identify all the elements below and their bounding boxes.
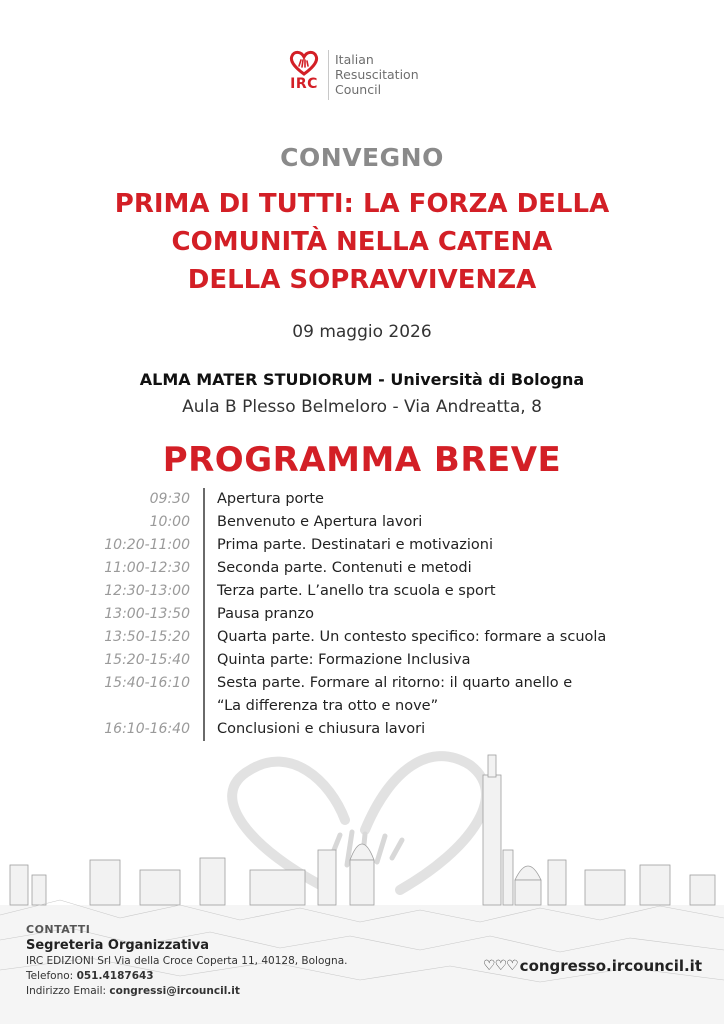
website-url[interactable]: congresso.ircouncil.it	[519, 957, 702, 975]
event-title-line: PRIMA DI TUTTI: LA FORZA DELLA	[114, 189, 610, 219]
logo-name-line: Resuscitation	[335, 67, 419, 82]
logo-mark	[286, 50, 322, 91]
logo-divider	[328, 50, 329, 100]
contacts-email-line	[26, 984, 347, 999]
schedule-line: Terza parte. L’anello tra scuola e sport	[217, 583, 496, 599]
schedule-row	[30, 672, 710, 718]
schedule-description	[203, 557, 697, 580]
schedule-time: 12:30-13:00	[104, 583, 190, 599]
schedule-row	[30, 511, 710, 534]
schedule-description	[203, 488, 697, 511]
logo-name-line: Italian	[335, 52, 374, 67]
schedule-line: Prima parte. Destinatari e motivazioni	[217, 537, 494, 553]
schedule-line: Pausa pranzo	[217, 606, 314, 622]
venue-address: Aula B Plesso Belmeloro - Via Andreatta, 8	[182, 397, 542, 417]
schedule-time: 11:00-12:30	[104, 560, 190, 576]
schedule-description	[203, 580, 697, 603]
schedule-row	[30, 534, 710, 557]
irc-logo	[286, 50, 419, 100]
contacts-org: Segreteria Organizzativa	[26, 938, 209, 953]
phone-label: Telefono:	[26, 970, 74, 982]
schedule-time: 10:20-11:00	[104, 537, 190, 553]
schedule-time: 10:00	[149, 514, 190, 530]
schedule-time: 15:20-15:40	[104, 652, 190, 668]
schedule-row	[30, 580, 710, 603]
schedule-description	[203, 649, 697, 672]
schedule-time: 13:50-15:20	[104, 629, 190, 645]
schedule-row	[30, 603, 710, 626]
email-label: Indirizzo Email:	[26, 985, 107, 997]
schedule-time: 16:10-16:40	[104, 721, 190, 737]
contacts-heading: CONTATTI	[26, 923, 91, 936]
contacts-phone-line	[26, 969, 347, 984]
website-link[interactable]	[483, 957, 702, 975]
schedule-line: Apertura porte	[217, 491, 324, 507]
event-date: 09 maggio 2026	[292, 322, 432, 342]
contacts-address: IRC EDIZIONI Srl Via della Croce Coperta 11, 40128, Bologna.	[26, 955, 348, 967]
event-title	[0, 185, 724, 299]
three-hearts-icon: ♡♡♡	[483, 958, 518, 974]
email-link[interactable]: congressi@ircouncil.it	[109, 985, 240, 997]
schedule-description	[203, 534, 697, 557]
schedule-row	[30, 718, 710, 741]
heart-hands-icon	[289, 50, 319, 76]
schedule-description	[203, 511, 697, 534]
contacts-block	[26, 922, 347, 999]
schedule-row	[30, 626, 710, 649]
schedule-time: 15:40-16:10	[104, 675, 190, 691]
schedule-description	[203, 672, 697, 718]
schedule-description	[203, 626, 697, 649]
event-type: CONVEGNO	[280, 143, 444, 172]
schedule-line: Conclusioni e chiusura lavori	[217, 721, 426, 737]
program-schedule	[30, 488, 710, 741]
phone-number[interactable]: 051.4187643	[76, 970, 154, 982]
schedule-line: Seconda parte. Contenuti e metodi	[217, 560, 472, 576]
event-title-line: COMUNITÀ NELLA CATENA	[171, 227, 553, 257]
venue-name: ALMA MATER STUDIORUM - Università di Bologna	[139, 370, 585, 389]
schedule-line: Quarta parte. Un contesto specifico: formare a scuola	[217, 629, 607, 645]
logo-name-line: Council	[335, 82, 382, 97]
schedule-line: Sesta parte. Formare al ritorno: il quarto anello e	[217, 675, 573, 691]
program-title: PROGRAMMA BREVE	[162, 440, 562, 480]
logo-acronym: IRC	[290, 76, 318, 92]
schedule-description	[203, 718, 697, 741]
schedule-line: Benvenuto e Apertura lavori	[217, 514, 423, 530]
schedule-time: 09:30	[149, 491, 190, 507]
schedule-row	[30, 649, 710, 672]
logo-name	[335, 52, 419, 97]
schedule-row	[30, 557, 710, 580]
schedule-description	[203, 603, 697, 626]
event-title-line: DELLA SOPRAVVIVENZA	[187, 265, 537, 295]
schedule-time: 13:00-13:50	[104, 606, 190, 622]
schedule-line: Quinta parte: Formazione Inclusiva	[217, 652, 471, 668]
schedule-row	[30, 488, 710, 511]
schedule-line: “La differenza tra otto e nove”	[217, 698, 439, 714]
